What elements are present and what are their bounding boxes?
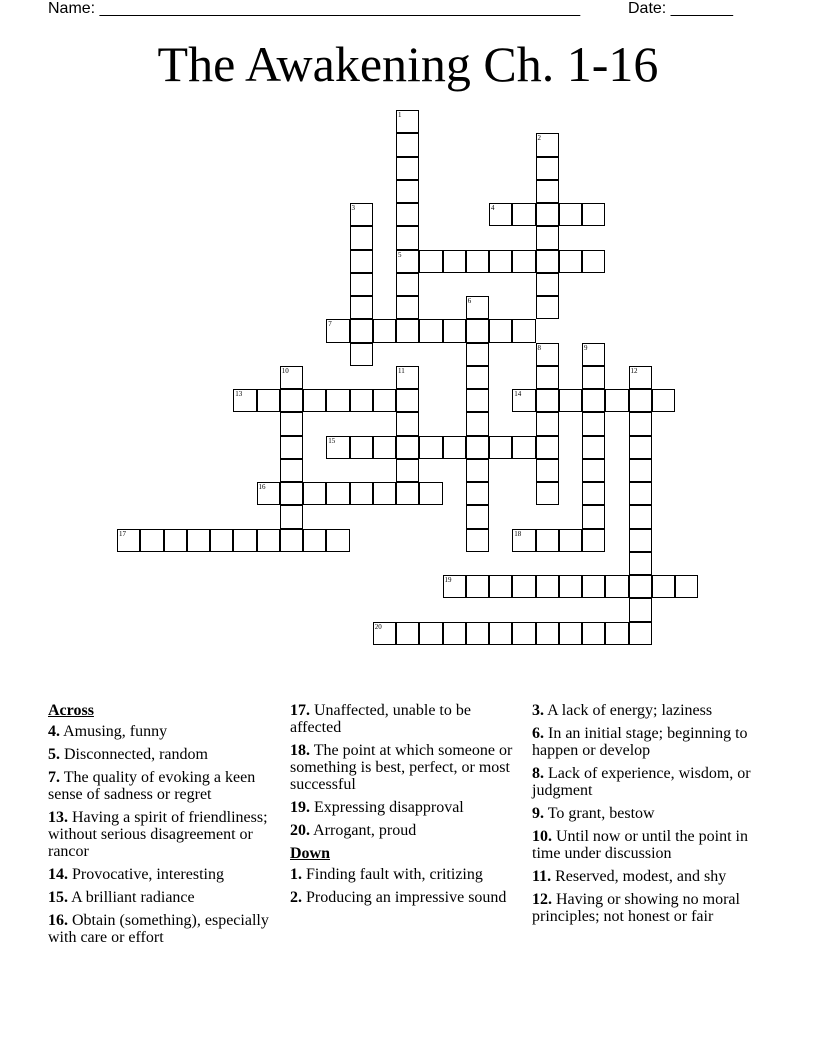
cell-number: 16	[258, 483, 266, 491]
clues-column-1	[48, 702, 280, 952]
clue-down-12: 12. Having or showing no moral principles; not honest or fair	[532, 891, 740, 925]
grid-cell[interactable]	[396, 226, 419, 249]
grid-cell[interactable]	[396, 389, 419, 412]
cell-number: 8	[537, 343, 541, 352]
grid-cell[interactable]	[536, 343, 559, 366]
grid-cell[interactable]	[536, 203, 559, 226]
name-field[interactable]: Name: ______________________________________________________	[48, 0, 581, 17]
across-heading: Across	[48, 702, 94, 719]
grid-cell[interactable]	[489, 319, 512, 342]
grid-cell[interactable]	[350, 482, 373, 505]
grid-cell[interactable]	[373, 319, 396, 342]
grid-cell[interactable]	[396, 203, 419, 226]
grid-cell[interactable]	[512, 389, 535, 412]
grid-cell[interactable]	[629, 459, 652, 482]
grid-cell[interactable]	[536, 180, 559, 203]
clue-down-9: 9. To grant, bestow	[532, 805, 655, 822]
grid-cell[interactable]	[396, 157, 419, 180]
grid-cell[interactable]	[559, 203, 582, 226]
grid-cell[interactable]	[396, 273, 419, 296]
grid-cell[interactable]	[582, 250, 605, 273]
grid-cell[interactable]	[350, 319, 373, 342]
grid-cell[interactable]	[629, 412, 652, 435]
grid-cell[interactable]	[350, 436, 373, 459]
grid-cell[interactable]	[629, 552, 652, 575]
clue-across-15: 15. A brilliant radiance	[48, 889, 195, 906]
grid-cell[interactable]	[257, 529, 280, 552]
grid-cell[interactable]	[629, 598, 652, 621]
grid-cell[interactable]	[326, 529, 349, 552]
grid-cell[interactable]	[629, 529, 652, 552]
grid-cell[interactable]	[536, 575, 559, 598]
clue-down-3: 3. A lack of energy; laziness	[532, 702, 713, 719]
cell-number: 2	[537, 134, 541, 143]
grid-cell[interactable]	[326, 319, 349, 342]
cell-number: 10	[281, 366, 289, 375]
grid-cell[interactable]	[187, 529, 210, 552]
grid-cell[interactable]	[512, 250, 535, 273]
grid-cell[interactable]	[257, 482, 280, 505]
clues-column-3	[532, 702, 772, 931]
grid-cell[interactable]	[466, 250, 489, 273]
grid-cell[interactable]	[536, 157, 559, 180]
grid-cell[interactable]	[443, 575, 466, 598]
grid-cell[interactable]	[140, 529, 163, 552]
grid-cell[interactable]	[373, 622, 396, 645]
grid-cell[interactable]	[512, 529, 535, 552]
grid-cell[interactable]	[373, 389, 396, 412]
grid-cell[interactable]	[396, 133, 419, 156]
grid-cell[interactable]	[350, 203, 373, 226]
grid-cell[interactable]	[536, 366, 559, 389]
grid-cell[interactable]	[443, 319, 466, 342]
grid-cell[interactable]	[466, 319, 489, 342]
cell-number: 1	[398, 111, 402, 119]
grid-cell[interactable]	[396, 622, 419, 645]
grid-cell[interactable]	[466, 505, 489, 528]
down-heading: Down	[290, 845, 331, 862]
grid-cell[interactable]	[280, 412, 303, 435]
grid-cell[interactable]	[280, 436, 303, 459]
grid-cell[interactable]	[582, 343, 605, 366]
header	[48, 0, 748, 20]
grid-cell[interactable]	[582, 436, 605, 459]
date-field[interactable]: Date: _______	[628, 0, 733, 17]
grid-cell[interactable]	[536, 482, 559, 505]
grid-cell[interactable]	[582, 203, 605, 226]
grid-cell[interactable]	[582, 482, 605, 505]
grid-cell[interactable]	[629, 622, 652, 645]
grid-cell[interactable]	[536, 412, 559, 435]
grid-cell[interactable]	[489, 575, 512, 598]
grid-cell[interactable]	[233, 529, 256, 552]
grid-cell[interactable]	[350, 226, 373, 249]
grid-cell[interactable]	[443, 622, 466, 645]
clue-across-17: 17. Unaffected, unable to be affected	[290, 702, 471, 736]
cell-number: 18	[514, 529, 522, 538]
grid-cell[interactable]	[629, 389, 652, 412]
cell-number: 9	[584, 343, 588, 352]
grid-cell[interactable]	[350, 296, 373, 319]
grid-cell[interactable]	[233, 389, 256, 412]
grid-cell[interactable]	[396, 366, 419, 389]
grid-cell[interactable]	[582, 505, 605, 528]
grid-cell[interactable]	[396, 412, 419, 435]
grid-cell[interactable]	[582, 529, 605, 552]
grid-cell[interactable]	[466, 459, 489, 482]
grid-cell[interactable]	[629, 505, 652, 528]
grid-cell[interactable]	[466, 436, 489, 459]
grid-cell[interactable]	[443, 250, 466, 273]
grid-cell[interactable]	[489, 250, 512, 273]
grid-cell[interactable]	[489, 436, 512, 459]
grid-cell[interactable]	[280, 366, 303, 389]
grid-cell[interactable]	[652, 389, 675, 412]
grid-cell[interactable]	[536, 296, 559, 319]
grid-cell[interactable]	[164, 529, 187, 552]
grid-cell[interactable]	[582, 366, 605, 389]
grid-cell[interactable]	[396, 296, 419, 319]
grid-cell[interactable]	[582, 575, 605, 598]
cell-number: 20	[374, 622, 382, 631]
grid-cell[interactable]	[280, 389, 303, 412]
grid-cell[interactable]	[419, 436, 442, 459]
grid-cell[interactable]	[419, 250, 442, 273]
cell-number: 7	[328, 320, 332, 329]
grid-cell[interactable]	[396, 110, 419, 133]
cell-number: 13	[235, 390, 243, 398]
grid-cell[interactable]	[605, 389, 628, 412]
grid-cell[interactable]	[489, 203, 512, 226]
grid-cell[interactable]	[210, 529, 233, 552]
grid-cell[interactable]	[280, 529, 303, 552]
grid-cell[interactable]	[536, 622, 559, 645]
grid-cell[interactable]	[326, 436, 349, 459]
grid-cell[interactable]	[466, 622, 489, 645]
grid-cell[interactable]	[303, 389, 326, 412]
grid-cell[interactable]	[582, 459, 605, 482]
cell-number: 19	[444, 576, 452, 584]
grid-cell[interactable]	[536, 273, 559, 296]
clue-down-11: 11. Reserved, modest, and shy	[532, 868, 727, 885]
grid-cell[interactable]	[559, 622, 582, 645]
grid-cell[interactable]	[512, 575, 535, 598]
grid-cell[interactable]	[512, 319, 535, 342]
grid-cell[interactable]	[117, 529, 140, 552]
grid-cell[interactable]	[559, 250, 582, 273]
grid-cell[interactable]	[419, 622, 442, 645]
grid-cell[interactable]	[629, 482, 652, 505]
cell-number: 6	[467, 297, 472, 305]
grid-cell[interactable]	[536, 459, 559, 482]
grid-cell[interactable]	[536, 250, 559, 273]
grid-cell[interactable]	[396, 319, 419, 342]
grid-cell[interactable]	[373, 436, 396, 459]
grid-cell[interactable]	[652, 575, 675, 598]
grid-cell[interactable]	[303, 529, 326, 552]
grid-cell[interactable]	[466, 529, 489, 552]
grid-cell[interactable]	[466, 296, 489, 319]
grid-cell[interactable]	[582, 622, 605, 645]
grid-cell[interactable]	[419, 319, 442, 342]
cell-number: 4	[491, 204, 495, 212]
grid-cell[interactable]	[466, 412, 489, 435]
grid-cell[interactable]	[326, 389, 349, 412]
clue-down-8: 8. Lack of experience, wisdom, or judgment	[532, 765, 751, 799]
grid-cell[interactable]	[582, 389, 605, 412]
cell-number: 15	[328, 436, 336, 445]
grid-cell[interactable]	[466, 389, 489, 412]
clue-across-13: 13. Having a spirit of friendliness; without serious disagreement or rancor	[48, 809, 268, 860]
grid-cell[interactable]	[559, 575, 582, 598]
cell-number: 12	[630, 366, 638, 375]
grid-cell[interactable]	[466, 482, 489, 505]
grid-cell[interactable]	[675, 575, 698, 598]
clue-across-4: 4. Amusing, funny	[48, 723, 168, 740]
grid-cell[interactable]	[489, 622, 512, 645]
grid-cell[interactable]	[582, 412, 605, 435]
cell-number: 14	[514, 390, 522, 398]
clue-across-14: 14. Provocative, interesting	[48, 866, 224, 883]
clue-down-1: 1. Finding fault with, critizing	[290, 866, 483, 883]
grid-cell[interactable]	[396, 482, 419, 505]
grid-cell[interactable]	[466, 575, 489, 598]
clue-across-5: 5. Disconnected, random	[48, 746, 208, 763]
grid-cell[interactable]	[443, 436, 466, 459]
grid-cell[interactable]	[303, 482, 326, 505]
grid-cell[interactable]	[396, 436, 419, 459]
grid-cell[interactable]	[536, 226, 559, 249]
grid-cell[interactable]	[396, 250, 419, 273]
grid-cell[interactable]	[280, 482, 303, 505]
cell-number: 17	[119, 529, 126, 538]
clue-across-7: 7. The quality of evoking a keen sense of sadness or regret	[48, 769, 256, 803]
grid-cell[interactable]	[396, 180, 419, 203]
grid-cell[interactable]	[536, 133, 559, 156]
grid-cell[interactable]	[350, 343, 373, 366]
grid-cell[interactable]	[350, 273, 373, 296]
grid-cell[interactable]	[536, 529, 559, 552]
clue-across-20: 20. Arrogant, proud	[290, 822, 417, 839]
grid-cell[interactable]	[280, 459, 303, 482]
grid-cell[interactable]	[419, 482, 442, 505]
grid-cell[interactable]	[466, 366, 489, 389]
grid-cell[interactable]	[559, 389, 582, 412]
grid-cell[interactable]	[512, 203, 535, 226]
clue-across-18: 18. The point at which someone or something is best, perfect, or most successful	[290, 742, 513, 793]
puzzle-title: The Awakening Ch. 1-16	[157, 36, 659, 92]
grid-cell[interactable]	[350, 250, 373, 273]
grid-cell[interactable]	[373, 482, 396, 505]
clue-down-6: 6. In an initial stage; beginning to happen or develop	[532, 725, 748, 759]
grid-cell[interactable]	[536, 436, 559, 459]
grid-cell[interactable]	[536, 389, 559, 412]
grid-cell[interactable]	[605, 622, 628, 645]
grid-cell[interactable]	[629, 575, 652, 598]
grid-cell[interactable]	[350, 389, 373, 412]
cell-number: 11	[398, 366, 405, 375]
grid-cell[interactable]	[466, 343, 489, 366]
grid-cell[interactable]	[280, 505, 303, 528]
grid-cell[interactable]	[559, 529, 582, 552]
clue-down-2: 2. Producing an impressive sound	[290, 889, 507, 906]
cell-number: 3	[351, 204, 355, 212]
clue-across-16: 16. Obtain (something), especially with care or effort	[48, 912, 269, 946]
grid-cell[interactable]	[512, 436, 535, 459]
grid-cell[interactable]	[605, 575, 628, 598]
clue-across-19: 19. Expressing disapproval	[290, 799, 464, 816]
grid-cell[interactable]	[512, 622, 535, 645]
cell-number: 5	[398, 250, 402, 259]
grid-cell[interactable]	[396, 459, 419, 482]
grid-cell[interactable]	[257, 389, 280, 412]
clue-down-10: 10. Until now or until the point in time under discussion	[532, 828, 748, 862]
grid-cell[interactable]	[629, 366, 652, 389]
clues-column-2	[290, 702, 522, 912]
grid-cell[interactable]	[326, 482, 349, 505]
grid-cell[interactable]	[629, 436, 652, 459]
